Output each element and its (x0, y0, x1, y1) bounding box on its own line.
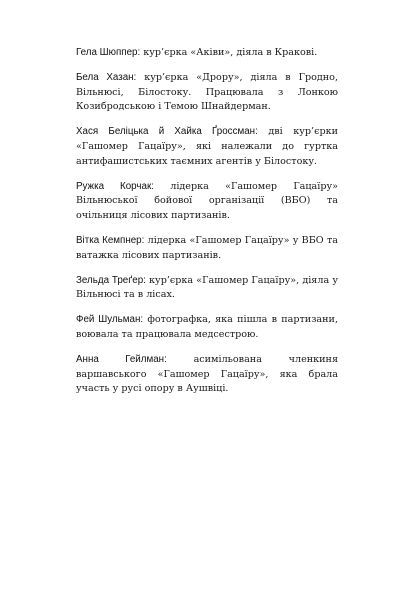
entry-text: кур’єрка «Гашомер Гацаїру», діяла у Вільнюсі та в лісах. (76, 274, 339, 301)
entry-text: кур’єрка «Аківи», діяла в Кракові. (140, 47, 318, 58)
glossary-entry (76, 180, 338, 224)
entry-text: дві кур’єрки «Гашомер Гацаїру», які належали до гуртка антифашистських таємних агентів у Білостоку. (76, 126, 338, 167)
glossary-entry (76, 313, 338, 342)
entry-text: лідерка «Гашомер Гацаїру» Вільнюської бойової організації (ВБО) та очільниця лісових партизанів. (76, 180, 339, 221)
entry-name: Бела Хазан: (76, 72, 137, 84)
entry-text: лідерка «Гашомер Гацаїру» у ВБО та ватажка лісових партизанів. (76, 234, 338, 261)
entry-name: Вітка Кемпнер: (76, 234, 145, 246)
entry-name: Ружка Корчак: (76, 180, 154, 192)
entry-name: Гела Шюппер: (76, 47, 141, 58)
entry-text: кур’єрка «Дрору», діяла в Гродно, Вільнюсі, Білостоку. Працювала з Лонкою Козибродською і Темою Шнайдерман. (76, 72, 338, 113)
entry-text: асимільована членкиня варшавського «Гашомер Гацаїру», яка брала участь у русі опору в Аушвіці. (76, 354, 338, 395)
glossary-entry (76, 274, 338, 303)
entry-text: фотографка, яка пішла в партизани, воювала та працювала медсестрою. (76, 314, 338, 340)
entry-name: Зельда Треґер: (76, 274, 146, 286)
glossary-entry (76, 125, 338, 169)
glossary-entry (76, 353, 338, 397)
entry-name: Анна Гейлман: (76, 354, 167, 365)
entry-name: Фей Шульман: (76, 314, 144, 326)
glossary-entry (76, 46, 338, 61)
glossary-list (76, 46, 338, 407)
glossary-entry (76, 71, 338, 115)
glossary-entry (76, 234, 338, 263)
entry-name: Хася Беліцька й Хайка Ґроссман: (76, 126, 258, 138)
